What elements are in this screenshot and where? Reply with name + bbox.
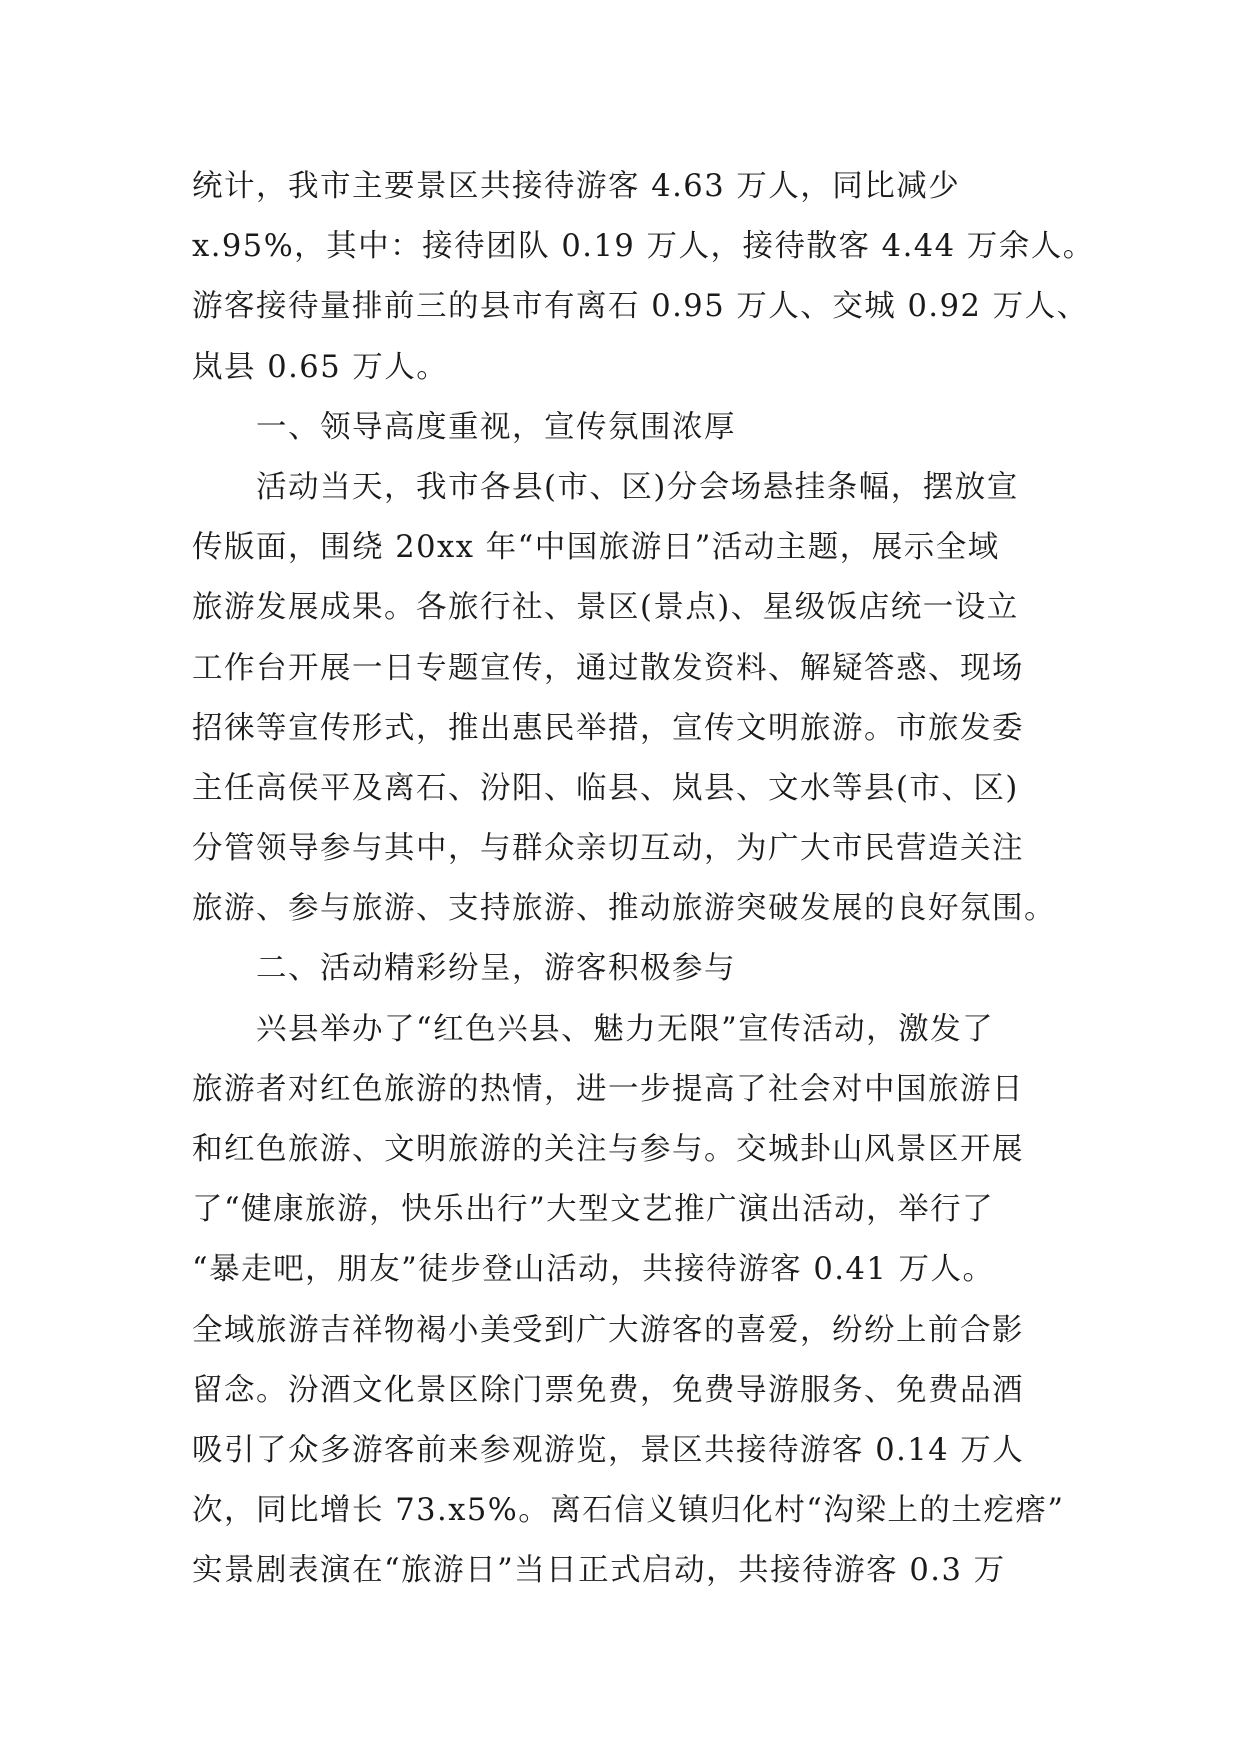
paragraph-line: 旅游发展成果。各旅行社、景区(景点)、星级饭店统一设立 — [192, 590, 1019, 626]
paragraph-line: 传版面，围绕 20xx 年“中国旅游日”活动主题，展示全域 — [192, 530, 1000, 566]
paragraph-line: 旅游、参与旅游、支持旅游、推动旅游突破发展的良好氛围。 — [192, 891, 1056, 927]
paragraph-line: 兴县举办了“红色兴县、魅力无限”宣传活动，激发了 — [256, 1011, 995, 1047]
paragraph-line: 主任高侯平及离石、汾阳、临县、岚县、文水等县(市、区) — [192, 770, 1019, 806]
paragraph-line: 了“健康旅游，快乐出行”大型文艺推广演出活动，举行了 — [192, 1192, 995, 1228]
paragraph-line: 招徕等宣传形式，推出惠民举措，宣传文明旅游。市旅发委 — [192, 710, 1024, 746]
paragraph-line: 全域旅游吉祥物褐小美受到广大游客的喜爱，纷纷上前合影 — [192, 1312, 1024, 1348]
paragraph-line: 和红色旅游、文明旅游的关注与参与。交城卦山风景区开展 — [192, 1132, 1024, 1167]
paragraph-line: 活动当天，我市各县(市、区)分会场悬挂条幅，摆放宣 — [256, 469, 1019, 505]
paragraph-line: 留念。汾酒文化景区除门票免费，免费导游服务、免费品酒 — [192, 1372, 1024, 1408]
paragraph-line: 旅游者对红色旅游的热情，进一步提高了社会对中国旅游日 — [192, 1071, 1024, 1107]
document-body — [192, 157, 1095, 1602]
paragraph-line: x.95%，其中：接待团队 0.19 万人，接待散客 4.44 万余人。 — [192, 229, 1095, 265]
paragraph-line: 统计，我市主要景区共接待游客 4.63 万人，同比减少 — [192, 169, 961, 204]
paragraph-line: “暴走吧，朋友”徒步登山活动，共接待游客 0.41 万人。 — [192, 1252, 995, 1288]
paragraph-line: 工作台开展一日专题宣传，通过散发资料、解疑答惑、现场 — [192, 650, 1024, 686]
paragraph-line: 游客接待量排前三的县市有离石 0.95 万人、交城 0.92 万人、 — [192, 289, 1089, 325]
paragraph-line: 实景剧表演在“旅游日”当日正式启动，共接待游客 0.3 万 — [192, 1553, 1006, 1589]
section-heading: 二、活动精彩纷呈，游客积极参与 — [256, 951, 736, 987]
paragraph-line: 次，同比增长 73.x5%。离石信义镇归化村“沟梁上的土疙瘩” — [192, 1493, 1065, 1529]
paragraph-line: 岚县 0.65 万人。 — [192, 349, 449, 385]
paragraph-line: 吸引了众多游客前来参观游览，景区共接待游客 0.14 万人 — [192, 1432, 1025, 1468]
paragraph-line: 分管领导参与其中，与群众亲切互动，为广大市民营造关注 — [192, 831, 1024, 867]
section-heading: 一、领导高度重视，宣传氛围浓厚 — [256, 409, 736, 445]
